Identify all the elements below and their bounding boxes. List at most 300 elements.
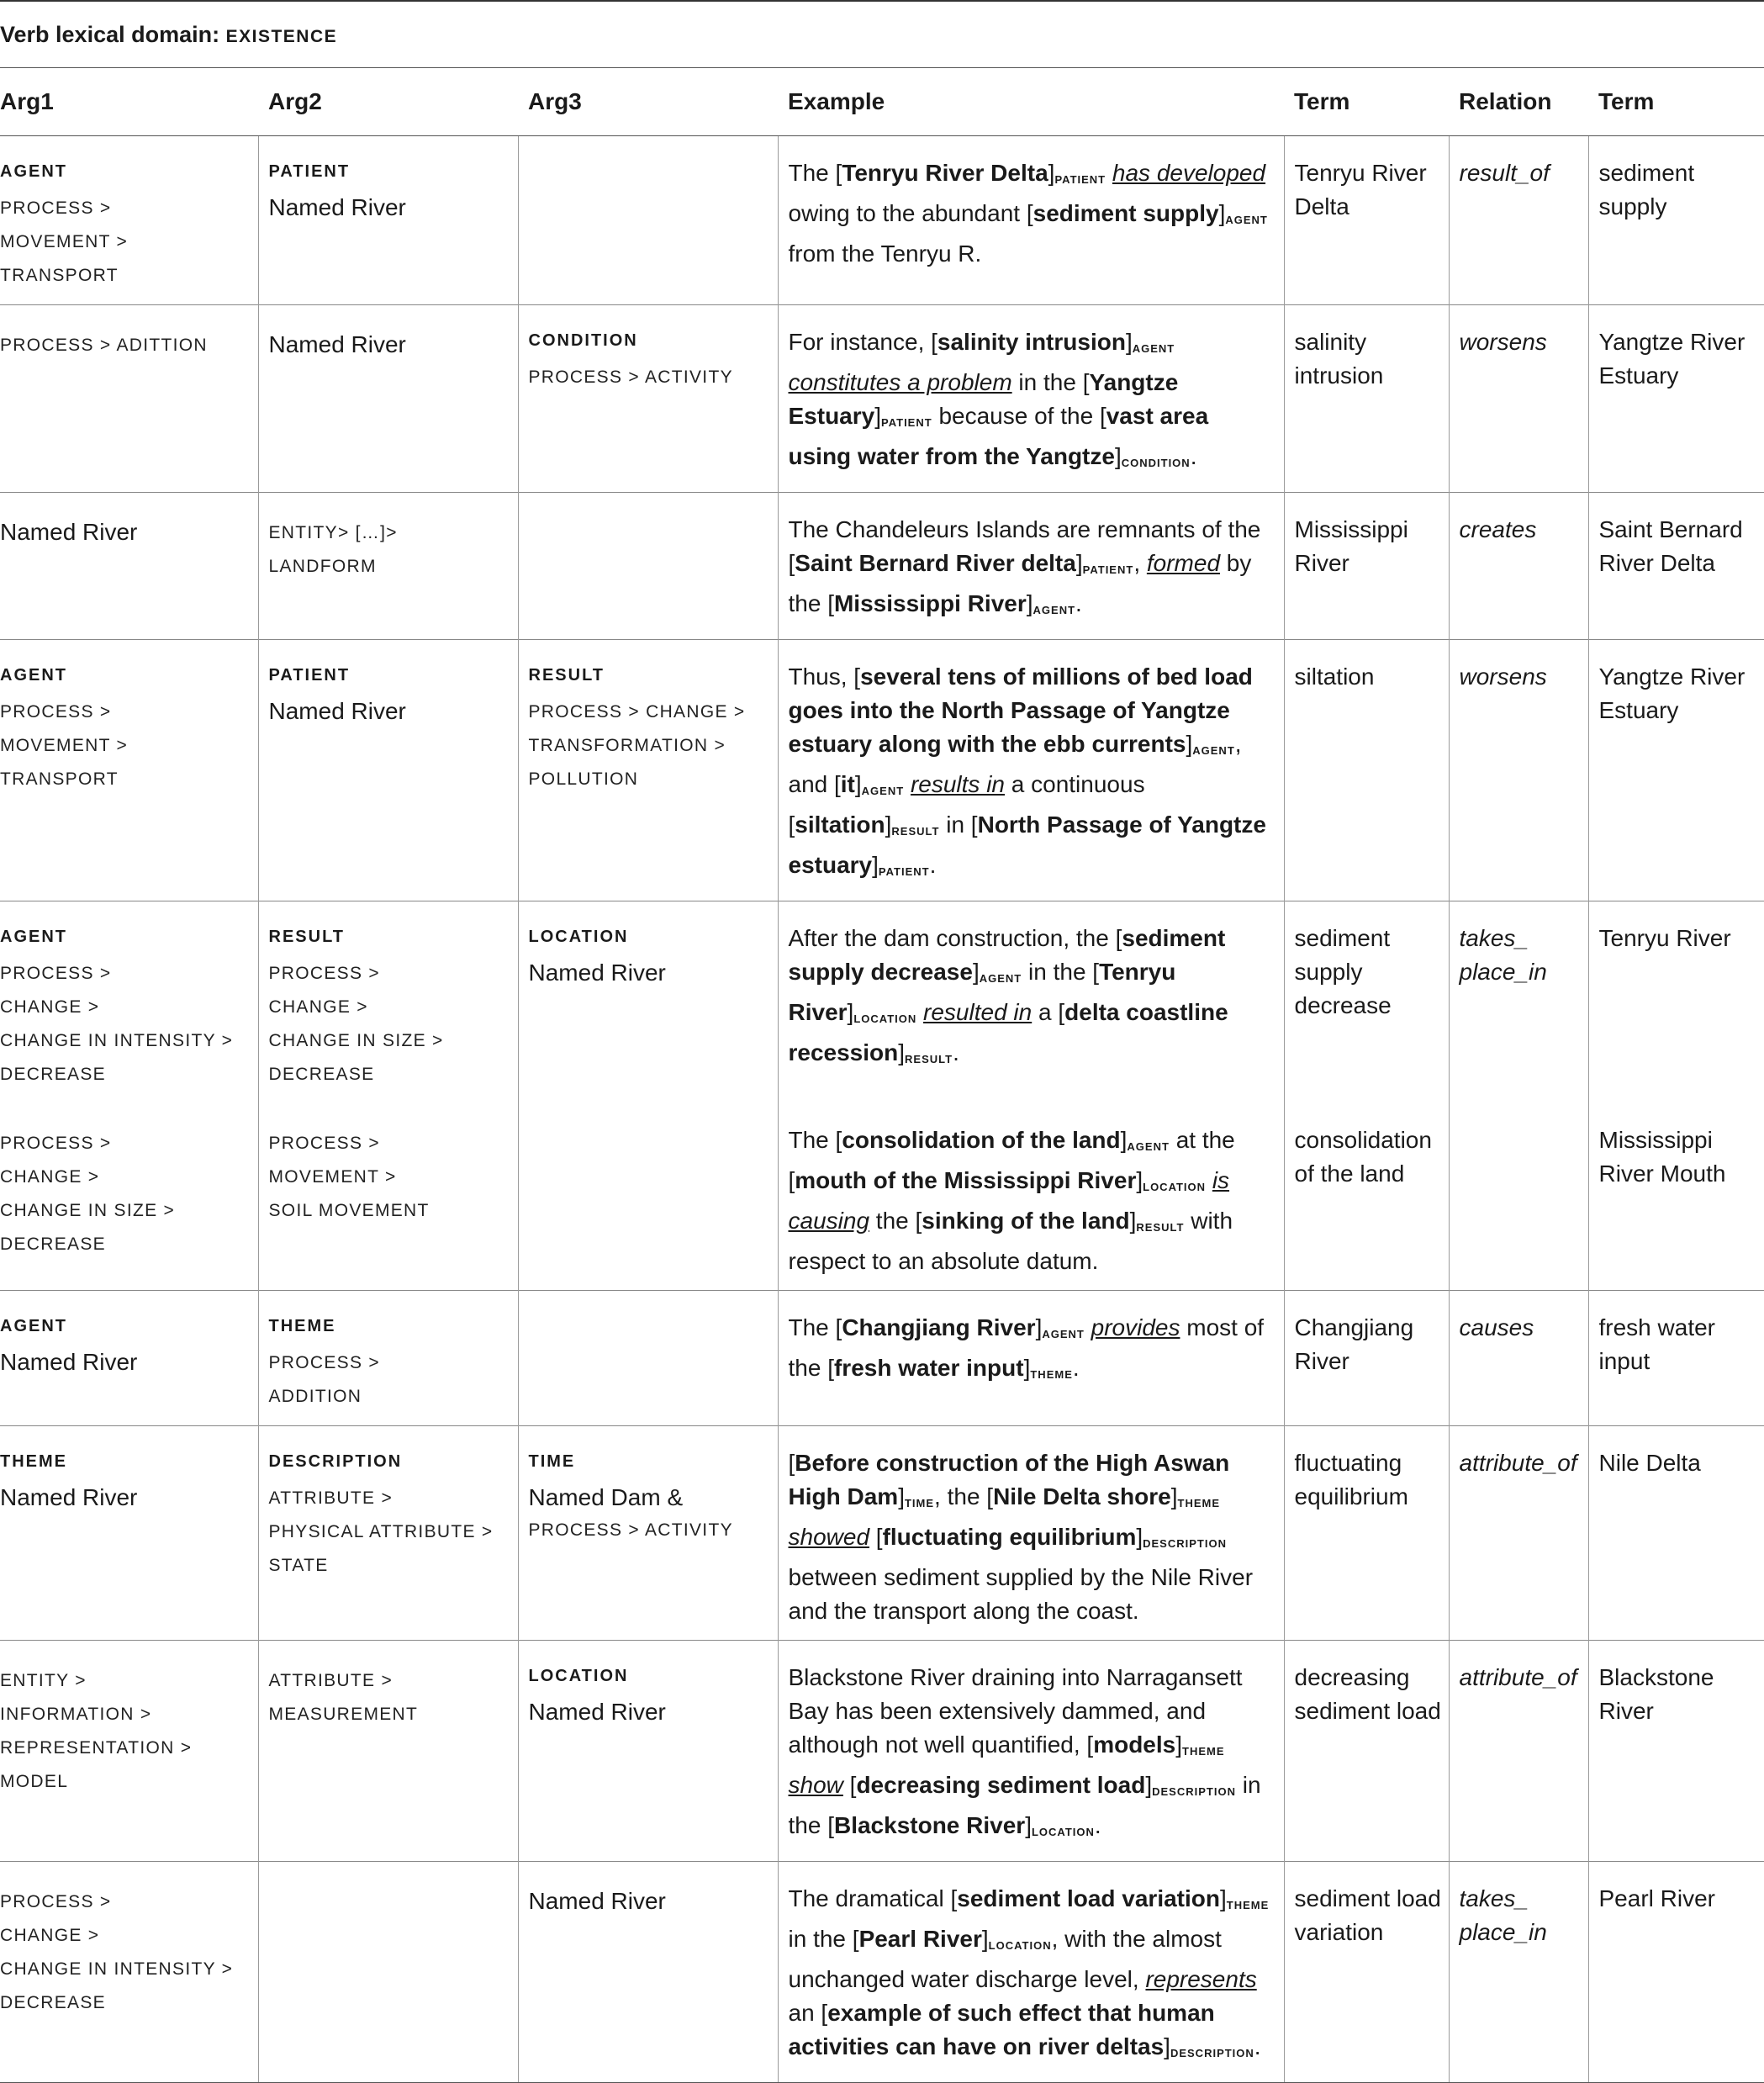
- category-path-line: REPRESENTATION >: [0, 1738, 193, 1758]
- semantic-role-tag: PATIENT: [1082, 563, 1134, 576]
- example-fragment: .: [953, 1039, 959, 1065]
- term-value: salinity intrusion: [1294, 329, 1384, 389]
- term-cell: [1284, 1291, 1449, 1426]
- category-path-line: ATTRIBUTE >: [268, 1671, 393, 1690]
- example-fragment: ]: [1114, 443, 1122, 469]
- term-value: Yangtze River Estuary: [1598, 329, 1746, 389]
- semantic-role-tag: AGENT: [1033, 604, 1076, 616]
- annotated-term: example of such effect that human activities can have on river deltas: [788, 2000, 1215, 2059]
- table-caption-row: [0, 1, 1764, 68]
- argument-value: Named River: [268, 331, 406, 357]
- relation-value: attribute_of: [1459, 1450, 1577, 1476]
- example-fragment: ]: [1136, 1167, 1143, 1193]
- term-value: Yangtze River Estuary: [1598, 663, 1746, 723]
- example-fragment: , the [: [934, 1483, 994, 1509]
- example-text: [789, 1661, 1275, 1849]
- category-path-line: PROCESS > ACTIVITY: [528, 1520, 733, 1540]
- category-path-line: PROCESS >: [268, 1134, 380, 1153]
- example-fragment: in the [: [788, 1926, 859, 1952]
- annotated-term: models: [1093, 1731, 1176, 1758]
- example-fragment: ]: [1120, 1127, 1128, 1153]
- semantic-role-tag: DESCRIPTION: [1143, 1537, 1227, 1550]
- caption-domain: EXISTENCE: [225, 26, 338, 46]
- semantic-role-tag: AGENT: [1127, 1140, 1170, 1153]
- term-cell: [1588, 1426, 1764, 1641]
- term-cell: [1588, 305, 1764, 493]
- example-fragment: by the [: [788, 550, 1252, 616]
- semantic-role-tag: AGENT: [1225, 214, 1268, 226]
- example-fragment: ]: [898, 1039, 906, 1065]
- example-fragment: The dramatical [: [788, 1885, 958, 1911]
- example-fragment: ]: [1170, 1483, 1178, 1509]
- arg3-cell: [518, 901, 778, 1104]
- verb-underlined: is causing: [788, 1167, 1230, 1234]
- category-path-line: CHANGE IN SIZE >: [268, 1031, 444, 1050]
- term-cell: [1588, 640, 1764, 901]
- example-fragment: because of the [: [932, 403, 1106, 429]
- category-path-line: DECREASE: [0, 1065, 106, 1084]
- annotated-term: sediment supply: [1033, 200, 1219, 226]
- arg3-cell: [518, 1862, 778, 2083]
- verb-underlined: provides: [1091, 1314, 1180, 1340]
- example-fragment: The [: [788, 1314, 842, 1340]
- example-fragment: , with the almost unchanged water discharge level,: [788, 1926, 1222, 1992]
- table-row: [0, 901, 1764, 1104]
- argument-role: THEME: [0, 1452, 67, 1471]
- example-cell: [778, 305, 1284, 493]
- semantic-role-tag: PATIENT: [1054, 173, 1106, 186]
- term-value: Blackstone River: [1598, 1664, 1714, 1724]
- argument-value: Named River: [0, 1484, 138, 1510]
- arg1-cell: [0, 1291, 258, 1426]
- relation-cell: [1449, 901, 1588, 1104]
- relation-cell: [1449, 136, 1588, 305]
- example-cell: [778, 136, 1284, 305]
- example-fragment: .: [1072, 1355, 1080, 1381]
- example-fragment: between sediment supplied by the Nile River and the transport along the coast.: [788, 1564, 1254, 1624]
- semantic-role-tag: PATIENT: [881, 416, 932, 429]
- relation-cell: [1449, 1862, 1588, 2083]
- arg2-cell: [258, 901, 518, 1104]
- example-cell: [778, 901, 1284, 1104]
- example-fragment: ]: [847, 999, 854, 1025]
- arg3-cell: [518, 493, 778, 640]
- term-value: fresh water input: [1598, 1314, 1715, 1374]
- header-row: [0, 68, 1764, 136]
- table-row: [0, 136, 1764, 305]
- arg3-cell: [518, 136, 778, 305]
- example-fragment: at the [: [788, 1127, 1235, 1193]
- annotated-term: Tenryu River Delta: [842, 160, 1048, 186]
- relation-value: result_of: [1459, 160, 1550, 186]
- annotated-term: salinity intrusion: [937, 329, 1126, 355]
- example-fragment: ]: [874, 403, 881, 429]
- semantic-role-tag: LOCATION: [1031, 1826, 1095, 1838]
- semantic-role-tag: DESCRIPTION: [1152, 1785, 1236, 1798]
- category-path-line: ATTRIBUTE >: [268, 1488, 393, 1508]
- example-text: [789, 1311, 1275, 1392]
- semantic-role-tag: THEME: [1182, 1745, 1225, 1758]
- term-cell: [1588, 901, 1764, 1104]
- term-cell: [1588, 1641, 1764, 1862]
- term-cell: [1284, 1103, 1449, 1291]
- category-path-line: PROCESS >: [0, 964, 112, 983]
- example-fragment: ]: [972, 959, 980, 985]
- table-row: [0, 1426, 1764, 1641]
- example-cell: [778, 1426, 1284, 1641]
- caption-label: Verb lexical domain:: [0, 21, 226, 47]
- example-fragment: a continuous [: [788, 771, 1145, 838]
- argument-role: DESCRIPTION: [268, 1452, 403, 1471]
- term-value: siltation: [1294, 663, 1375, 690]
- relation-value: worsens: [1459, 329, 1547, 355]
- annotated-term: Tenryu River: [788, 959, 1176, 1025]
- table-body: [0, 136, 1764, 2083]
- arg3-cell: [518, 640, 778, 901]
- example-text: [789, 513, 1275, 627]
- example-fragment: [1106, 160, 1112, 186]
- category-path-line: MOVEMENT >: [268, 1167, 397, 1187]
- arg2-cell: [258, 493, 518, 640]
- example-text: [789, 1123, 1275, 1278]
- arg1-cell: [0, 493, 258, 640]
- semantic-role-tag: DESCRIPTION: [1170, 2047, 1254, 2059]
- example-fragment: most of the [: [788, 1314, 1265, 1381]
- term-cell: [1284, 640, 1449, 901]
- example-fragment: Thus, [: [788, 663, 861, 690]
- arg3-cell: [518, 1426, 778, 1641]
- header-term-2: Term: [1588, 68, 1764, 136]
- category-path-line: CHANGE IN SIZE >: [0, 1201, 176, 1220]
- example-fragment: Blackstone River draining into Narragansett Bay has been extensively dammed, and although not well quantified, [: [788, 1664, 1243, 1758]
- arg3-cell: [518, 1641, 778, 1862]
- example-fragment: For instance, [: [788, 329, 937, 355]
- category-path-line: DECREASE: [0, 1234, 106, 1254]
- arg3-cell: [518, 1103, 778, 1291]
- example-fragment: ]: [872, 852, 879, 878]
- example-fragment: in the [: [1022, 959, 1100, 985]
- argument-role: AGENT: [0, 666, 67, 685]
- example-fragment: ]: [1164, 2033, 1170, 2059]
- example-fragment: a [: [1032, 999, 1065, 1025]
- example-cell: [778, 1641, 1284, 1862]
- header-arg1: Arg1: [0, 68, 258, 136]
- term-value: Pearl River: [1598, 1885, 1715, 1911]
- example-fragment: in [: [939, 812, 978, 838]
- example-fragment: ]: [898, 1483, 905, 1509]
- arg1-cell: [0, 901, 258, 1104]
- example-fragment: ]: [885, 812, 892, 838]
- argument-value: Named River: [0, 519, 138, 545]
- term-cell: [1588, 1291, 1764, 1426]
- category-path-line: ADDITION: [268, 1387, 362, 1406]
- example-cell: [778, 493, 1284, 640]
- category-path-line: POLLUTION: [528, 769, 639, 789]
- relation-cell: [1449, 305, 1588, 493]
- category-path-line: INFORMATION >: [0, 1705, 152, 1724]
- example-fragment: .: [1190, 443, 1197, 469]
- table-row: [0, 640, 1764, 901]
- annotated-term: Before construction of the High Aswan High Dam: [788, 1450, 1230, 1509]
- verb-underlined: showed: [788, 1524, 870, 1550]
- annotated-term: fluctuating equilibrium: [882, 1524, 1137, 1550]
- term-value: fluctuating equilibrium: [1294, 1450, 1408, 1509]
- category-path-line: MOVEMENT >: [0, 232, 129, 251]
- semantic-role-tag: THEME: [1177, 1497, 1220, 1509]
- category-path-line: PROCESS > ACTIVITY: [528, 367, 733, 387]
- relation-value: causes: [1459, 1314, 1534, 1340]
- example-fragment: ]: [1048, 160, 1055, 186]
- table-row: [0, 1641, 1764, 1862]
- example-fragment: The [: [788, 160, 842, 186]
- example-fragment: ]: [1125, 329, 1133, 355]
- argument-value: Named River: [268, 194, 406, 220]
- arg1-cell: [0, 1426, 258, 1641]
- category-path-line: PROCESS >: [0, 1892, 112, 1911]
- argument-value: Named River: [528, 960, 666, 986]
- example-fragment: ]: [1129, 1208, 1137, 1234]
- semantic-role-tag: RESULT: [1136, 1221, 1185, 1234]
- semantic-role-tag: AGENT: [979, 972, 1022, 985]
- example-fragment: in the [: [788, 1772, 1261, 1838]
- category-path-line: STATE: [268, 1556, 329, 1575]
- semantic-role-tag: RESULT: [891, 825, 940, 838]
- relation-cell: [1449, 1641, 1588, 1862]
- example-text: [789, 325, 1275, 480]
- example-fragment: After the dam construction, the [: [788, 925, 1122, 951]
- annotated-term: mouth of the Mississippi River: [795, 1167, 1137, 1193]
- term-value: Mississippi River Mouth: [1598, 1127, 1726, 1187]
- arg1-cell: [0, 1103, 258, 1291]
- term-value: sediment load variation: [1294, 1885, 1441, 1945]
- example-fragment: .: [1075, 590, 1082, 616]
- category-path-line: MEASUREMENT: [268, 1705, 419, 1724]
- verb-underlined: has developed: [1112, 160, 1266, 186]
- example-fragment: ]: [1220, 1885, 1227, 1911]
- annotated-term: siltation: [795, 812, 885, 838]
- relation-value: takes_ place_in: [1459, 925, 1547, 985]
- term-cell: [1588, 1862, 1764, 2083]
- argument-role: PATIENT: [268, 162, 351, 181]
- relation-cell: [1449, 640, 1588, 901]
- table-row: [0, 1103, 1764, 1291]
- verb-underlined: constitutes a problem: [788, 369, 1012, 395]
- semantic-role-tag: PATIENT: [878, 865, 930, 878]
- semantic-role-tag: RESULT: [905, 1053, 953, 1065]
- arg2-cell: [258, 136, 518, 305]
- annotated-term: fresh water input: [833, 1355, 1024, 1381]
- example-fragment: ]: [1145, 1772, 1153, 1798]
- annotated-term: decreasing sediment load: [856, 1772, 1146, 1798]
- category-path-line: PROCESS >: [268, 964, 380, 983]
- term-value: sediment supply: [1598, 160, 1695, 219]
- argument-value: Named River: [0, 1349, 138, 1375]
- header-term: Term: [1284, 68, 1449, 136]
- example-fragment: the [: [869, 1208, 922, 1234]
- example-fragment: ]: [1175, 1731, 1183, 1758]
- category-path-line: LANDFORM: [268, 557, 377, 576]
- header-relation: Relation: [1449, 68, 1588, 136]
- argument-role: LOCATION: [528, 1667, 629, 1685]
- example-fragment: owing to the abundant [: [788, 200, 1033, 226]
- example-fragment: ]: [1026, 590, 1033, 616]
- example-cell: [778, 1291, 1284, 1426]
- arg2-cell: [258, 1103, 518, 1291]
- category-path-line: PHYSICAL ATTRIBUTE >: [268, 1522, 494, 1541]
- category-path-line: PROCESS >: [0, 198, 112, 218]
- relation-cell: [1449, 493, 1588, 640]
- annotated-term: sediment load variation: [957, 1885, 1220, 1911]
- term-cell: [1588, 136, 1764, 305]
- example-fragment: in the [: [1011, 369, 1090, 395]
- category-path-line: DECREASE: [268, 1065, 375, 1084]
- term-cell: [1284, 1641, 1449, 1862]
- annotated-term: sediment supply decrease: [788, 925, 1226, 985]
- arg2-cell: [258, 1862, 518, 2083]
- example-text: [789, 922, 1275, 1076]
- annotated-term: delta coastline recession: [788, 999, 1228, 1065]
- category-path-line: TRANSPORT: [0, 266, 119, 285]
- term-cell: [1284, 1426, 1449, 1641]
- argument-value: Named River: [528, 1699, 666, 1725]
- arg2-cell: [258, 640, 518, 901]
- arg3-cell: [518, 1291, 778, 1426]
- relation-value: attribute_of: [1459, 1664, 1577, 1690]
- argument-value: Named River: [528, 1888, 666, 1914]
- term-cell: [1284, 136, 1449, 305]
- argument-role: TIME: [528, 1452, 576, 1471]
- argument-role: LOCATION: [528, 928, 629, 946]
- argument-value: Named River: [268, 698, 406, 724]
- category-path-line: PROCESS > CHANGE >: [528, 702, 746, 722]
- annotated-term: Nile Delta shore: [993, 1483, 1171, 1509]
- header-arg3: Arg3: [518, 68, 778, 136]
- annotated-term: Saint Bernard River delta: [795, 550, 1076, 576]
- relation-cell: [1449, 1291, 1588, 1426]
- term-cell: [1284, 493, 1449, 640]
- argument-role: CONDITION: [528, 331, 638, 350]
- category-path-line: PROCESS >: [0, 702, 112, 722]
- example-text: [789, 1882, 1275, 2070]
- category-path-line: TRANSFORMATION >: [528, 736, 726, 755]
- term-value: Saint Bernard River Delta: [1598, 516, 1743, 576]
- arg2-cell: [258, 1426, 518, 1641]
- header-example: Example: [778, 68, 1284, 136]
- example-fragment: ]: [1035, 1314, 1043, 1340]
- arg1-cell: [0, 305, 258, 493]
- example-fragment: ]: [1075, 550, 1083, 576]
- header-arg2: Arg2: [258, 68, 518, 136]
- relation-cell: [1449, 1103, 1588, 1291]
- annotated-term: Mississippi River: [833, 590, 1027, 616]
- term-value: Nile Delta: [1598, 1450, 1701, 1476]
- semantic-role-tag: LOCATION: [1143, 1181, 1207, 1193]
- example-fragment: .: [1254, 2033, 1261, 2059]
- category-path-line: PROCESS >: [0, 1134, 112, 1153]
- example-fragment: .: [1094, 1812, 1101, 1838]
- example-fragment: ]: [981, 1926, 989, 1952]
- arg2-cell: [258, 1641, 518, 1862]
- arg1-cell: [0, 136, 258, 305]
- term-cell: [1588, 1103, 1764, 1291]
- arg2-cell: [258, 305, 518, 493]
- example-fragment: ]: [854, 771, 862, 797]
- argument-role: AGENT: [0, 162, 67, 181]
- table-row: [0, 493, 1764, 640]
- example-fragment: [904, 771, 911, 797]
- example-fragment: with respect to an absolute datum.: [788, 1208, 1233, 1274]
- term-value: Changjiang River: [1294, 1314, 1414, 1374]
- category-path-line: ENTITY >: [0, 1671, 87, 1690]
- example-text: [789, 660, 1275, 889]
- category-path-line: CHANGE IN INTENSITY >: [0, 1959, 234, 1979]
- arg3-cell: [518, 305, 778, 493]
- verb-underlined: represents: [1145, 1966, 1257, 1992]
- table-caption: [0, 1, 1764, 68]
- semantic-role-tag: TIME: [904, 1497, 935, 1509]
- term-value: Tenryu River: [1598, 925, 1731, 951]
- example-fragment: ]: [1218, 200, 1226, 226]
- example-text: [789, 156, 1275, 271]
- term-value: sediment supply decrease: [1294, 925, 1392, 1018]
- annotated-term: Yangtze Estuary: [788, 369, 1179, 429]
- semantic-role-tag: THEME: [1030, 1368, 1073, 1381]
- semantic-role-tag: LOCATION: [853, 1012, 917, 1025]
- semantic-role-tag: AGENT: [1132, 342, 1175, 355]
- semantic-role-tag: AGENT: [1042, 1328, 1085, 1340]
- example-fragment: The Chandeleurs Islands are remnants of the [: [788, 516, 1261, 576]
- annotated-term: Blackstone River: [833, 1812, 1026, 1838]
- term-value: decreasing sediment load: [1294, 1664, 1441, 1724]
- term-cell: [1284, 305, 1449, 493]
- example-fragment: ,: [1133, 550, 1147, 576]
- term-value: consolidation of the land: [1294, 1127, 1432, 1187]
- semantic-role-tag: LOCATION: [988, 1939, 1052, 1952]
- annotated-term: consolidation of the land: [842, 1127, 1121, 1153]
- argument-role: THEME: [268, 1317, 336, 1335]
- arg1-cell: [0, 1862, 258, 2083]
- example-cell: [778, 1862, 1284, 2083]
- semantic-role-tag: THEME: [1226, 1899, 1270, 1911]
- example-fragment: from the Tenryu R.: [788, 241, 982, 267]
- annotated-term: vast area using water from the Yangtze: [788, 403, 1209, 469]
- table-row: [0, 1862, 1764, 2083]
- argument-role: RESULT: [268, 928, 346, 946]
- annotated-term: North Passage of Yangtze estuary: [788, 812, 1266, 878]
- example-fragment: The [: [788, 1127, 842, 1153]
- term-value: Mississippi River: [1294, 516, 1408, 576]
- example-fragment: [1085, 1314, 1091, 1340]
- verb-underlined: show: [788, 1772, 843, 1798]
- category-path-line: CHANGE IN INTENSITY >: [0, 1031, 234, 1050]
- category-path-line: CHANGE >: [0, 1167, 100, 1187]
- example-fragment: [1206, 1167, 1212, 1193]
- arg1-cell: [0, 640, 258, 901]
- category-path-line: PROCESS > ADITTION: [0, 336, 208, 355]
- example-fragment: [: [842, 1772, 857, 1798]
- arg1-cell: [0, 1641, 258, 1862]
- relation-value: takes_ place_in: [1459, 1885, 1547, 1945]
- category-path-line: MODEL: [0, 1772, 69, 1791]
- relation-value: worsens: [1459, 663, 1547, 690]
- argument-role: AGENT: [0, 1317, 67, 1335]
- verb-underlined: results in: [910, 771, 1005, 797]
- category-path-line: MOVEMENT >: [0, 736, 129, 755]
- example-text: [789, 1446, 1275, 1628]
- argument-role: PATIENT: [268, 666, 351, 685]
- argument-value: Named Dam &: [528, 1484, 684, 1510]
- category-path-line: SOIL MOVEMENT: [268, 1201, 430, 1220]
